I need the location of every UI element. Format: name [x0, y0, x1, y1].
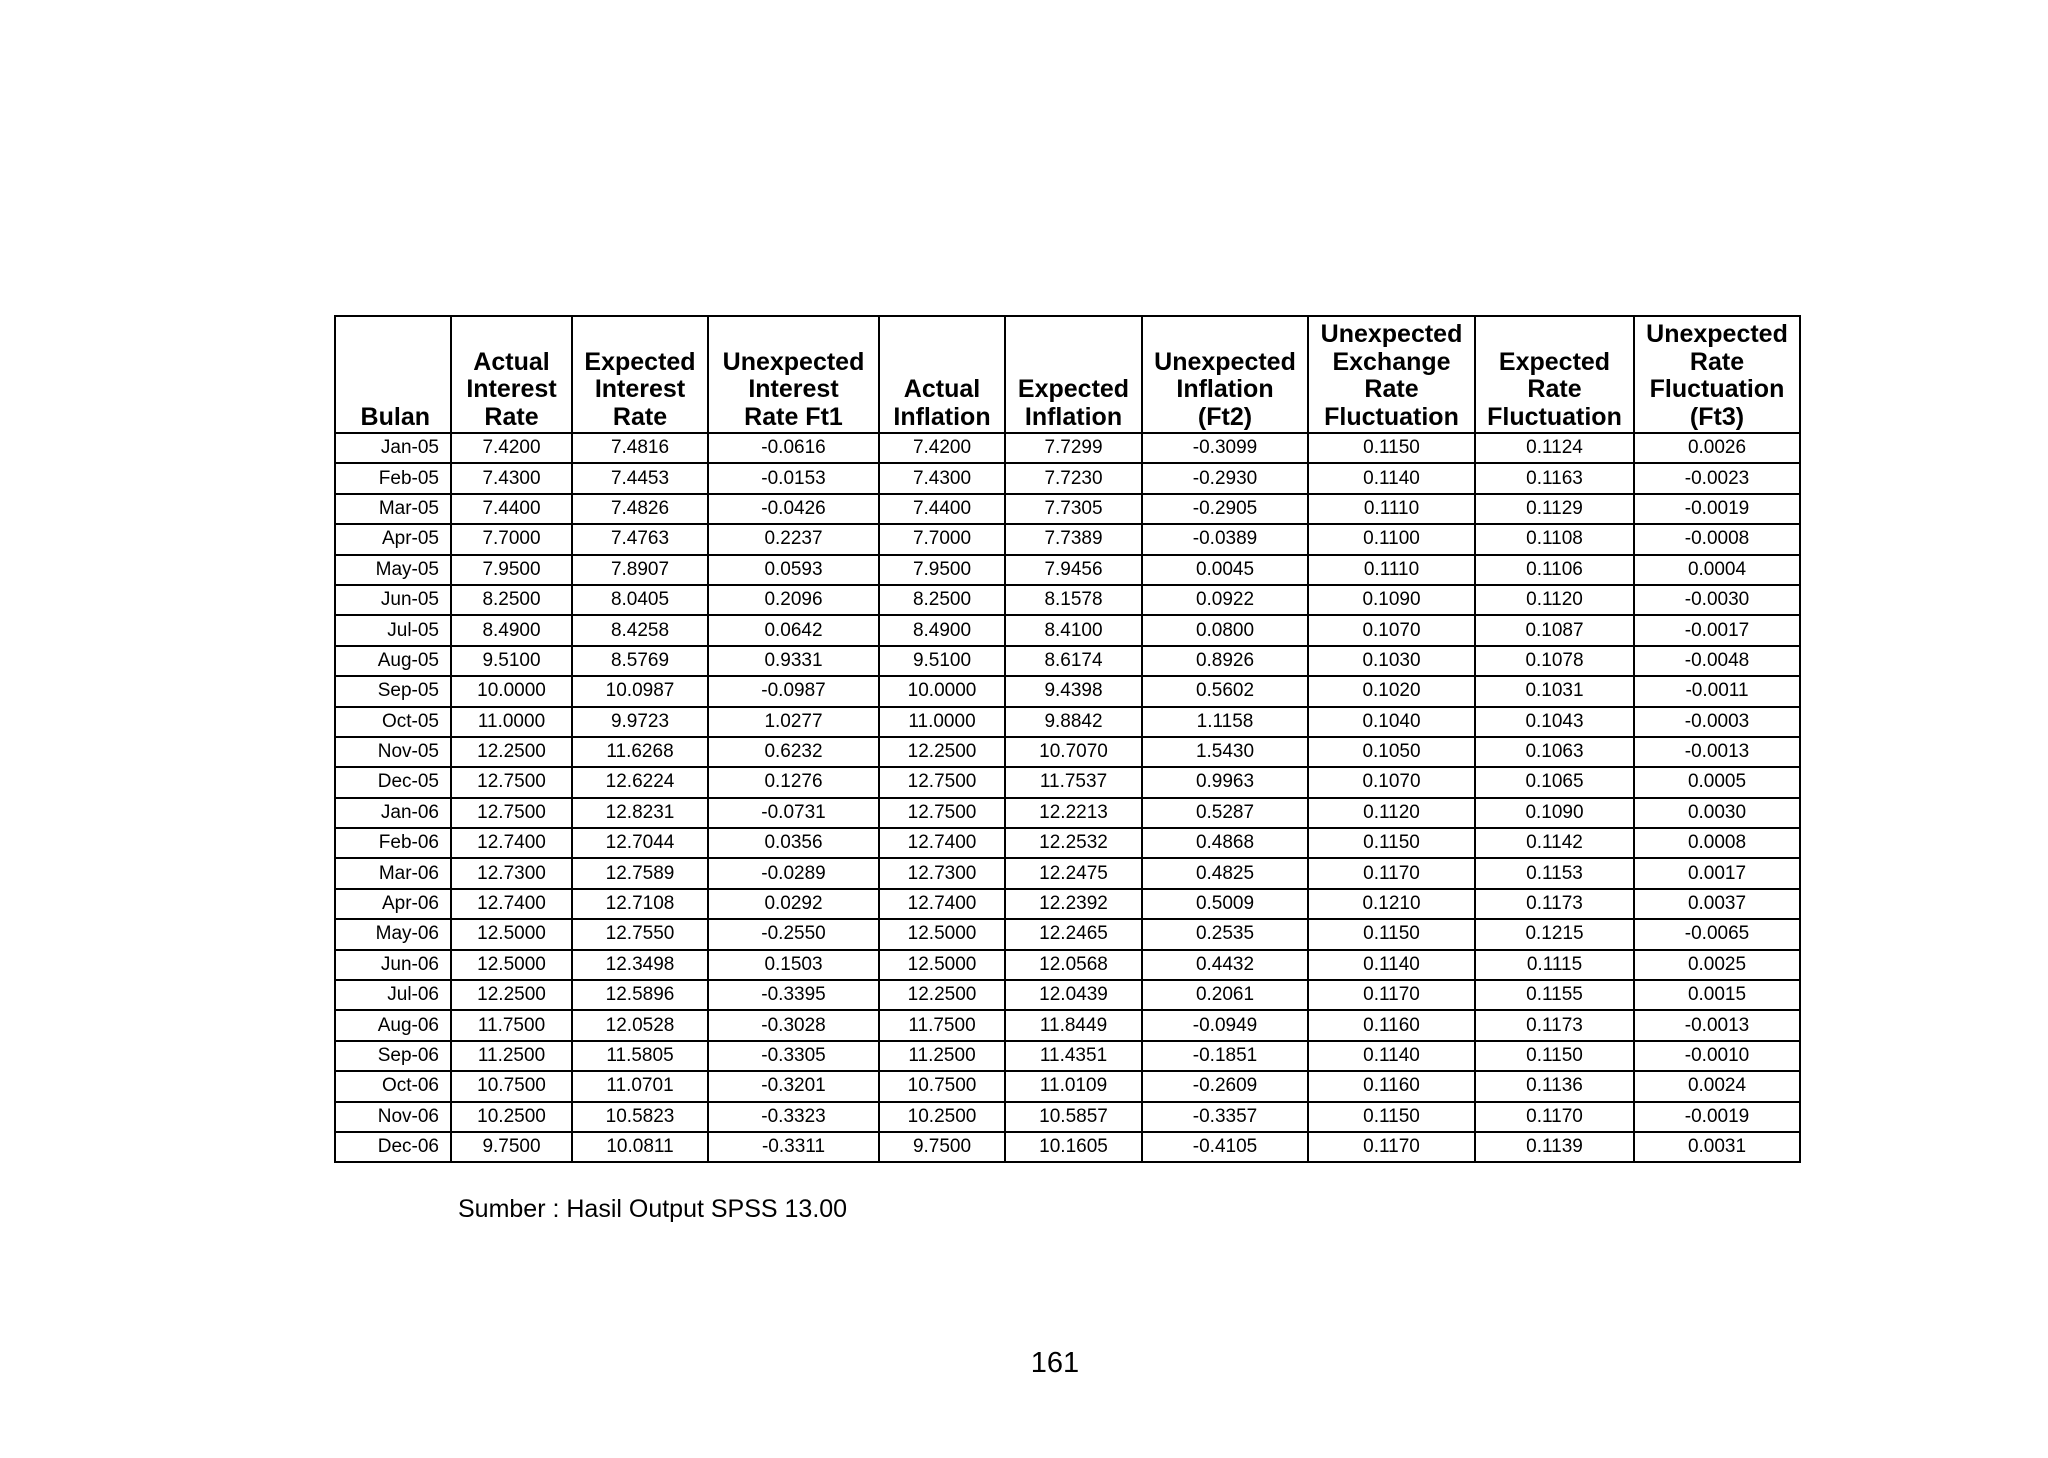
table-cell: 8.4900	[451, 615, 572, 645]
table-cell: 10.0000	[879, 676, 1005, 706]
table-cell: 11.4351	[1005, 1041, 1142, 1071]
table-cell: 0.0026	[1634, 433, 1800, 463]
table-cell: 12.0528	[572, 1010, 708, 1040]
table-cell: -0.0426	[708, 494, 879, 524]
table-cell: 0.0008	[1634, 828, 1800, 858]
table-cell: 0.0037	[1634, 889, 1800, 919]
table-cell: 12.7300	[879, 858, 1005, 888]
table-row	[335, 1132, 1800, 1162]
table-row	[335, 1041, 1800, 1071]
table-header-row	[335, 316, 1800, 433]
table-cell-month: Jun-05	[335, 585, 451, 615]
table-cell: -0.0949	[1142, 1010, 1308, 1040]
table-cell: 7.4453	[572, 463, 708, 493]
table-cell: 12.2532	[1005, 828, 1142, 858]
table-cell: -0.0389	[1142, 524, 1308, 554]
table-cell: -0.0003	[1634, 707, 1800, 737]
table-cell: -0.0013	[1634, 737, 1800, 767]
table-cell: 7.8907	[572, 555, 708, 585]
table-cell: 0.2061	[1142, 980, 1308, 1010]
table-cell: 12.5896	[572, 980, 708, 1010]
column-header-unexpected-exchange-rate-fluctuation: Unexpected Exchange Rate Fluctuation	[1308, 316, 1475, 433]
table-cell: 0.0005	[1634, 767, 1800, 797]
table-cell: 12.0568	[1005, 950, 1142, 980]
table-cell: 7.7389	[1005, 524, 1142, 554]
table-cell: 0.1115	[1475, 950, 1634, 980]
table-cell: 1.1158	[1142, 707, 1308, 737]
table-cell: 9.7500	[451, 1132, 572, 1162]
table-cell-month: Jan-06	[335, 798, 451, 828]
table-cell: 0.0593	[708, 555, 879, 585]
table-row	[335, 737, 1800, 767]
table-row	[335, 950, 1800, 980]
column-header-expected-rate-fluctuation: Expected Rate Fluctuation	[1475, 316, 1634, 433]
column-header-expected-interest-rate: Expected Interest Rate	[572, 316, 708, 433]
table-cell-month: Apr-05	[335, 524, 451, 554]
table-cell: 7.7230	[1005, 463, 1142, 493]
table-cell-month: Aug-05	[335, 646, 451, 676]
table-cell: 12.7500	[879, 767, 1005, 797]
table-cell: 12.5000	[879, 950, 1005, 980]
table-cell: 0.1110	[1308, 555, 1475, 585]
table-cell: 0.0025	[1634, 950, 1800, 980]
table-cell: 0.1100	[1308, 524, 1475, 554]
table-cell: 10.2500	[451, 1102, 572, 1132]
table-cell: 8.2500	[451, 585, 572, 615]
table-cell: 10.0987	[572, 676, 708, 706]
table-cell: -0.2609	[1142, 1071, 1308, 1101]
table-cell: -0.0030	[1634, 585, 1800, 615]
table-row	[335, 889, 1800, 919]
table-cell-month: Mar-05	[335, 494, 451, 524]
table-cell: 12.2500	[451, 980, 572, 1010]
table-cell: 0.1065	[1475, 767, 1634, 797]
table-row	[335, 980, 1800, 1010]
table-cell: 11.7500	[879, 1010, 1005, 1040]
table-cell: 0.9963	[1142, 767, 1308, 797]
table-cell: 7.4763	[572, 524, 708, 554]
table-cell: 12.7108	[572, 889, 708, 919]
table-cell: 10.7070	[1005, 737, 1142, 767]
table-cell: 0.1090	[1308, 585, 1475, 615]
table-cell: 0.1173	[1475, 889, 1634, 919]
table-cell: 0.1153	[1475, 858, 1634, 888]
table-cell-month: Nov-06	[335, 1102, 451, 1132]
table-cell-month: Mar-06	[335, 858, 451, 888]
table-cell: -0.0019	[1634, 1102, 1800, 1132]
table-cell: 0.1215	[1475, 919, 1634, 949]
table-cell: 0.1170	[1475, 1102, 1634, 1132]
table-cell: 10.1605	[1005, 1132, 1142, 1162]
table-cell: 9.5100	[451, 646, 572, 676]
table-cell: 7.4816	[572, 433, 708, 463]
table-cell: 12.7500	[451, 798, 572, 828]
column-header-expected-inflation: Expected Inflation	[1005, 316, 1142, 433]
table-body	[335, 433, 1800, 1162]
column-header-actual-inflation: Actual Inflation	[879, 316, 1005, 433]
table-cell: 0.1150	[1308, 433, 1475, 463]
table-cell: 0.1173	[1475, 1010, 1634, 1040]
table-cell: -0.4105	[1142, 1132, 1308, 1162]
table-cell: 1.5430	[1142, 737, 1308, 767]
table-cell: 12.7400	[451, 889, 572, 919]
table-cell: 0.4825	[1142, 858, 1308, 888]
table-cell: 0.0015	[1634, 980, 1800, 1010]
table-cell-month: Oct-06	[335, 1071, 451, 1101]
table-row	[335, 858, 1800, 888]
table-cell: 12.7044	[572, 828, 708, 858]
table-cell: 7.7305	[1005, 494, 1142, 524]
table-cell: 12.7589	[572, 858, 708, 888]
table-cell: 0.2096	[708, 585, 879, 615]
table-cell: 9.8842	[1005, 707, 1142, 737]
table-row	[335, 555, 1800, 585]
table-cell: 11.7500	[451, 1010, 572, 1040]
table-cell: 12.7400	[451, 828, 572, 858]
table-cell: 7.7000	[879, 524, 1005, 554]
table-cell: 7.4200	[451, 433, 572, 463]
table-cell-month: Jun-06	[335, 950, 451, 980]
table-cell: 0.1276	[708, 767, 879, 797]
table-cell: 7.9500	[879, 555, 1005, 585]
column-header-unexpected-inflation-ft2: Unexpected Inflation (Ft2)	[1142, 316, 1308, 433]
table-cell: 12.5000	[451, 950, 572, 980]
table-cell: 0.1170	[1308, 1132, 1475, 1162]
table-cell: 0.1043	[1475, 707, 1634, 737]
table-row	[335, 585, 1800, 615]
table-cell: 0.1040	[1308, 707, 1475, 737]
table-cell: 8.5769	[572, 646, 708, 676]
table-cell: -0.3201	[708, 1071, 879, 1101]
table-cell: 0.1063	[1475, 737, 1634, 767]
table-cell: 0.1160	[1308, 1071, 1475, 1101]
table-row	[335, 919, 1800, 949]
table-cell: 10.0000	[451, 676, 572, 706]
table-cell: 10.5857	[1005, 1102, 1142, 1132]
table-cell: -0.0987	[708, 676, 879, 706]
table-cell: 12.2213	[1005, 798, 1142, 828]
table-cell: 0.1124	[1475, 433, 1634, 463]
table-cell: -0.0616	[708, 433, 879, 463]
table-cell: 0.1106	[1475, 555, 1634, 585]
table-cell: 0.1150	[1308, 1102, 1475, 1132]
table-cell: 7.4200	[879, 433, 1005, 463]
table-cell: 0.1031	[1475, 676, 1634, 706]
table-cell: -0.2930	[1142, 463, 1308, 493]
table-cell: 8.2500	[879, 585, 1005, 615]
table-cell: -0.0065	[1634, 919, 1800, 949]
table-cell: 11.2500	[451, 1041, 572, 1071]
table-row	[335, 615, 1800, 645]
table-cell: 12.2392	[1005, 889, 1142, 919]
column-header-unexpected-interest-rate-ft1: Unexpected Interest Rate Ft1	[708, 316, 879, 433]
table-cell: 0.1163	[1475, 463, 1634, 493]
table-cell: 8.0405	[572, 585, 708, 615]
table-cell: 12.7500	[451, 767, 572, 797]
table-cell: -0.0731	[708, 798, 879, 828]
table-cell: 0.1160	[1308, 1010, 1475, 1040]
table-cell: 0.1070	[1308, 767, 1475, 797]
table-cell: 11.7537	[1005, 767, 1142, 797]
table-cell: -0.0013	[1634, 1010, 1800, 1040]
table-cell: -0.3357	[1142, 1102, 1308, 1132]
table-cell: 8.4100	[1005, 615, 1142, 645]
table-cell: 12.0439	[1005, 980, 1142, 1010]
table-cell: 0.0292	[708, 889, 879, 919]
table-cell: 0.1078	[1475, 646, 1634, 676]
table-cell: -0.0153	[708, 463, 879, 493]
table-cell: 0.5287	[1142, 798, 1308, 828]
table-cell-month: Jan-05	[335, 433, 451, 463]
table-row	[335, 676, 1800, 706]
table-cell: 9.4398	[1005, 676, 1142, 706]
table-cell: -0.0008	[1634, 524, 1800, 554]
table-cell: 0.1150	[1308, 828, 1475, 858]
table-cell: 0.0030	[1634, 798, 1800, 828]
table-cell-month: Dec-06	[335, 1132, 451, 1162]
table-cell: -0.2550	[708, 919, 879, 949]
source-note: Sumber : Hasil Output SPSS 13.00	[458, 1195, 848, 1223]
table-cell: 0.1120	[1308, 798, 1475, 828]
table-cell: 0.0045	[1142, 555, 1308, 585]
table-cell: 0.1170	[1308, 858, 1475, 888]
table-cell: 12.7550	[572, 919, 708, 949]
table-cell-month: Dec-05	[335, 767, 451, 797]
table-cell: 12.7300	[451, 858, 572, 888]
table-cell: 0.4868	[1142, 828, 1308, 858]
table-cell: 7.4826	[572, 494, 708, 524]
data-table	[334, 315, 1801, 1163]
table-cell: 11.0701	[572, 1071, 708, 1101]
table-row	[335, 463, 1800, 493]
table-cell: 12.3498	[572, 950, 708, 980]
table-cell: 12.5000	[451, 919, 572, 949]
table-cell: 0.5602	[1142, 676, 1308, 706]
table-cell: 11.8449	[1005, 1010, 1142, 1040]
table-cell: 0.1140	[1308, 950, 1475, 980]
table-cell-month: Oct-05	[335, 707, 451, 737]
table-cell: 7.4300	[879, 463, 1005, 493]
table-cell: 12.2465	[1005, 919, 1142, 949]
table-cell: 7.7000	[451, 524, 572, 554]
table-row	[335, 1010, 1800, 1040]
table-cell-month: May-06	[335, 919, 451, 949]
table-cell: 0.1140	[1308, 463, 1475, 493]
table-cell: 0.1020	[1308, 676, 1475, 706]
table-row	[335, 1071, 1800, 1101]
table-cell: 8.1578	[1005, 585, 1142, 615]
table-row	[335, 646, 1800, 676]
table-cell: 0.8926	[1142, 646, 1308, 676]
table-cell: 8.4900	[879, 615, 1005, 645]
table-cell: 10.2500	[879, 1102, 1005, 1132]
table-cell: 12.2500	[451, 737, 572, 767]
table-cell: 0.1120	[1475, 585, 1634, 615]
table-cell: 12.7500	[879, 798, 1005, 828]
table-cell-month: Jul-06	[335, 980, 451, 1010]
table-cell: 0.1050	[1308, 737, 1475, 767]
table-cell: 0.0642	[708, 615, 879, 645]
table-cell: 9.9723	[572, 707, 708, 737]
table-row	[335, 828, 1800, 858]
table-cell: 0.2535	[1142, 919, 1308, 949]
table-cell-month: Aug-06	[335, 1010, 451, 1040]
table-cell: 10.7500	[879, 1071, 1005, 1101]
table-cell: -0.2905	[1142, 494, 1308, 524]
table-cell: 12.2500	[879, 980, 1005, 1010]
table-cell: 0.2237	[708, 524, 879, 554]
table-cell: 12.7400	[879, 889, 1005, 919]
table-cell: 7.7299	[1005, 433, 1142, 463]
table-cell: 0.1210	[1308, 889, 1475, 919]
table-cell: -0.0010	[1634, 1041, 1800, 1071]
table-row	[335, 798, 1800, 828]
table-cell: 0.1170	[1308, 980, 1475, 1010]
table-row	[335, 1102, 1800, 1132]
column-header-actual-interest-rate: Actual Interest Rate	[451, 316, 572, 433]
table-cell: 0.6232	[708, 737, 879, 767]
table-cell: 7.9456	[1005, 555, 1142, 585]
table-cell: 12.7400	[879, 828, 1005, 858]
table-cell: 0.1110	[1308, 494, 1475, 524]
table-row	[335, 433, 1800, 463]
table-cell: -0.0023	[1634, 463, 1800, 493]
table-cell-month: Jul-05	[335, 615, 451, 645]
table-cell: 12.2475	[1005, 858, 1142, 888]
table-row	[335, 524, 1800, 554]
table-cell: 0.1090	[1475, 798, 1634, 828]
table-cell: 0.1108	[1475, 524, 1634, 554]
table-cell: 12.5000	[879, 919, 1005, 949]
table-cell: 0.1136	[1475, 1071, 1634, 1101]
table-cell: -0.3323	[708, 1102, 879, 1132]
table-cell: -0.0011	[1634, 676, 1800, 706]
table-cell: -0.3395	[708, 980, 879, 1010]
table-cell: 0.9331	[708, 646, 879, 676]
table-cell: 9.7500	[879, 1132, 1005, 1162]
table-cell: 12.8231	[572, 798, 708, 828]
table-cell: 0.0800	[1142, 615, 1308, 645]
table-cell: 7.4400	[451, 494, 572, 524]
table-cell: -0.3305	[708, 1041, 879, 1071]
table-cell: -0.0019	[1634, 494, 1800, 524]
table-cell: 0.1503	[708, 950, 879, 980]
table-cell: 0.1155	[1475, 980, 1634, 1010]
table-cell: 7.4400	[879, 494, 1005, 524]
table-cell-month: Feb-06	[335, 828, 451, 858]
table-cell: 0.1140	[1308, 1041, 1475, 1071]
table-cell: 0.1070	[1308, 615, 1475, 645]
table-cell-month: Feb-05	[335, 463, 451, 493]
table-row	[335, 767, 1800, 797]
table-cell: 11.0109	[1005, 1071, 1142, 1101]
table-cell: 11.5805	[572, 1041, 708, 1071]
table-cell: 1.0277	[708, 707, 879, 737]
page-number: 161	[1030, 1347, 1080, 1379]
table-cell: 0.0031	[1634, 1132, 1800, 1162]
table-cell: 0.5009	[1142, 889, 1308, 919]
column-header-bulan: Bulan	[335, 316, 451, 433]
table-cell-month: Nov-05	[335, 737, 451, 767]
table-cell: 0.0356	[708, 828, 879, 858]
table-cell: 11.0000	[451, 707, 572, 737]
table-cell: 11.2500	[879, 1041, 1005, 1071]
table-cell: 0.0922	[1142, 585, 1308, 615]
table-row	[335, 494, 1800, 524]
table-cell: 0.1030	[1308, 646, 1475, 676]
table-cell: -0.0289	[708, 858, 879, 888]
table-cell: 9.5100	[879, 646, 1005, 676]
table-cell: 10.0811	[572, 1132, 708, 1162]
table-cell: 0.1139	[1475, 1132, 1634, 1162]
table-cell: 0.1087	[1475, 615, 1634, 645]
table-cell-month: Apr-06	[335, 889, 451, 919]
table-cell-month: Sep-05	[335, 676, 451, 706]
table-cell: 8.4258	[572, 615, 708, 645]
table-cell: -0.3099	[1142, 433, 1308, 463]
table-row	[335, 707, 1800, 737]
table-cell-month: Sep-06	[335, 1041, 451, 1071]
table-cell: 0.0004	[1634, 555, 1800, 585]
table-cell: 8.6174	[1005, 646, 1142, 676]
table-cell: -0.3311	[708, 1132, 879, 1162]
table-cell: 10.7500	[451, 1071, 572, 1101]
table-cell: -0.3028	[708, 1010, 879, 1040]
table-cell: 0.1150	[1475, 1041, 1634, 1071]
table-cell: 0.4432	[1142, 950, 1308, 980]
table-cell: -0.1851	[1142, 1041, 1308, 1071]
table-cell-month: May-05	[335, 555, 451, 585]
table-cell: 0.0024	[1634, 1071, 1800, 1101]
table-cell: 12.2500	[879, 737, 1005, 767]
table-cell: 7.4300	[451, 463, 572, 493]
table-cell: -0.0048	[1634, 646, 1800, 676]
table-cell: 12.6224	[572, 767, 708, 797]
table-cell: 11.6268	[572, 737, 708, 767]
table-cell: 0.0017	[1634, 858, 1800, 888]
column-header-unexpected-rate-fluctuation-ft3: Unexpected Rate Fluctuation (Ft3)	[1634, 316, 1800, 433]
table-cell: 0.1129	[1475, 494, 1634, 524]
table-cell: 11.0000	[879, 707, 1005, 737]
table-cell: 0.1142	[1475, 828, 1634, 858]
table-cell: -0.0017	[1634, 615, 1800, 645]
table-cell: 7.9500	[451, 555, 572, 585]
table-cell: 10.5823	[572, 1102, 708, 1132]
table-cell: 0.1150	[1308, 919, 1475, 949]
